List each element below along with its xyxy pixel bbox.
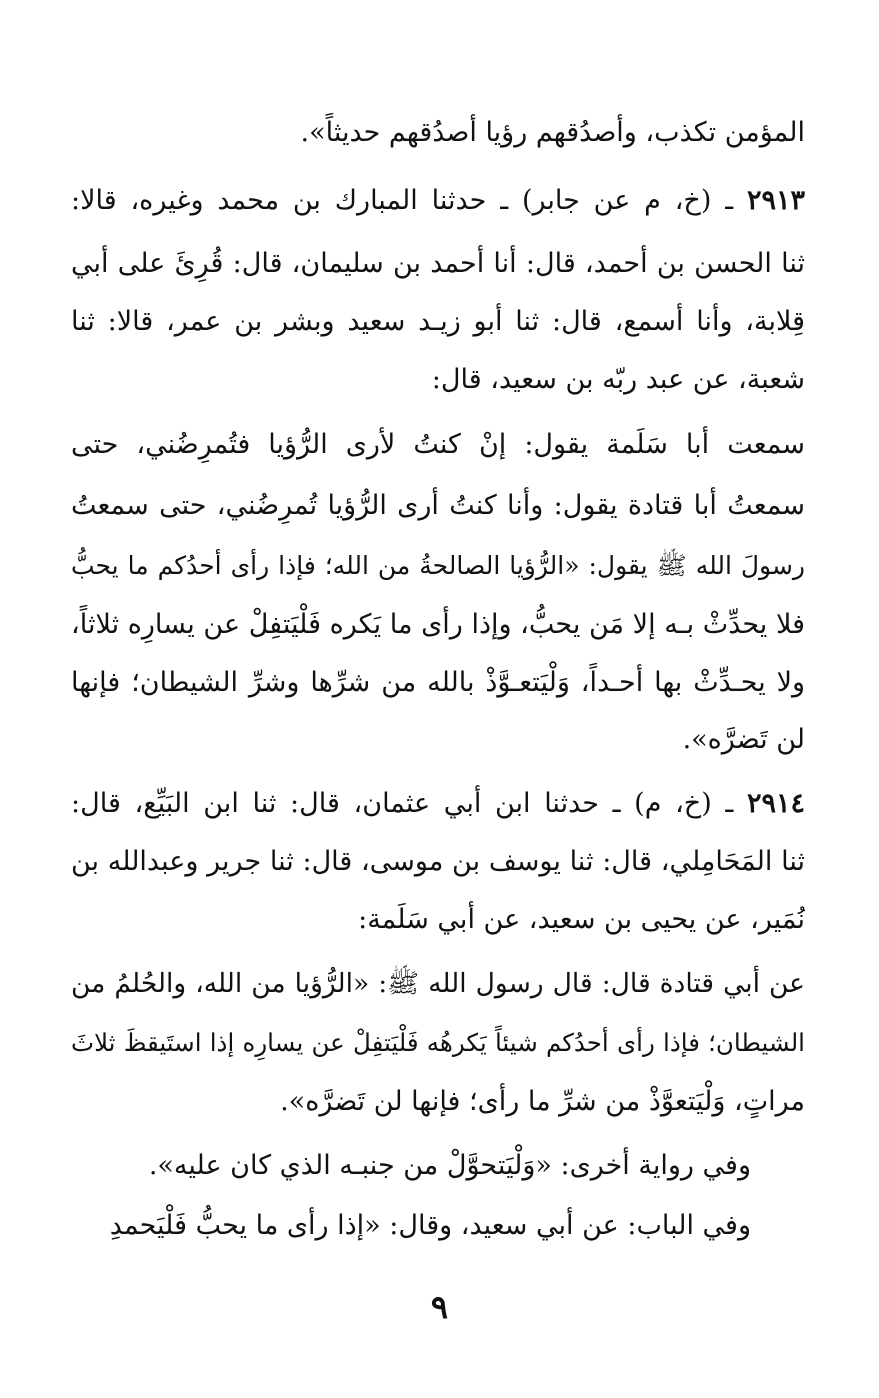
text-line: وفي رواية أخرى: «وَلْيَتحوَّلْ من جنبـه الذي كان عليه».	[148, 1150, 751, 1181]
text-line: قِلابة، وأنا أسمع، قال: ثنا أبو زيـد سعيد وبشر بن عمر، قالا: ثنا	[71, 306, 805, 337]
text-line: ولا يحـدِّثْ بها أحـداً، وَلْيَتعـوَّذْ بالله من شرِّها وشرِّ الشيطان؛ فإنها	[71, 667, 805, 698]
text-line: نُمَير، عن يحيى بن سعيد، عن أبي سَلَمة:	[358, 904, 805, 935]
page-number: ٩	[430, 1288, 449, 1326]
hadith-number: ٢٩١٤	[746, 788, 805, 819]
text-line: فلا يحدِّثْ بـه إلا مَن يحبُّ، وإذا رأى ما يَكره فَلْيَتفِلْ عن يسارِه ثلاثاً،	[71, 609, 805, 640]
hadith-2913-heading-line	[71, 173, 805, 229]
text-line: عن أبي قتادة قال: قال رسول الله ﷺ: «الرُّؤيا من الله، والحُلمُ من	[71, 968, 805, 999]
text-line: الشيطان؛ فإذا رأى أحدُكم شيئاً يَكرهُه فَلْيَتفِلْ عن يسارِه إذا استَيقظَ ثلاثَ	[71, 1028, 805, 1057]
text-line: سمعتُ أبا قتادة يقول: وأنا كنتُ أرى الرُّؤيا تُمرِضُني، حتى سمعتُ	[71, 490, 805, 521]
text-line: مراتٍ، وَلْيَتعوَّذْ من شرِّ ما رأى؛ فإنها لن تَضرَّه».	[280, 1086, 805, 1117]
text-line: سمعت أبا سَلَمة يقول: إنْ كنتُ لأرى الرُّؤيا فتُمرِضُني، حتى	[71, 429, 805, 460]
text-line: لن تَضرَّه».	[682, 724, 805, 755]
text-line: ثنا الحسن بن أحمد، قال: أنا أحمد بن سليمان، قال: قُرِئَ على أبي	[71, 248, 805, 279]
text-line: ثنا المَحَامِلي، قال: ثنا يوسف بن موسى، قال: ثنا جرير وعبدالله بن	[71, 846, 805, 877]
text-line: ـ (خ، م) ـ حدثنا ابن أبي عثمان، قال: ثنا ابن البَيِّع، قال:	[71, 788, 734, 819]
text-line: وفي الباب: عن أبي سعيد، وقال: «إذا رأى ما يحبُّ فَلْيَحمدِ	[109, 1210, 751, 1241]
hadith-2914-heading-line	[71, 776, 805, 832]
text-line: ـ (خ، م عن جابر) ـ حدثنا المبارك بن محمد وغيره، قالا:	[71, 185, 734, 216]
text-line: رسولَ الله ﷺ يقول: «الرُّؤيا الصالحةُ من الله؛ فإذا رأى أحدُكم ما يحبُّ	[71, 551, 805, 580]
text-line: المؤمن تكذب، وأصدُقهم رؤيا أصدُقهم حديثاً».	[300, 117, 805, 148]
hadith-number: ٢٩١٣	[746, 185, 805, 216]
text-line: شعبة، عن عبد ربّه بن سعيد، قال:	[431, 364, 805, 395]
